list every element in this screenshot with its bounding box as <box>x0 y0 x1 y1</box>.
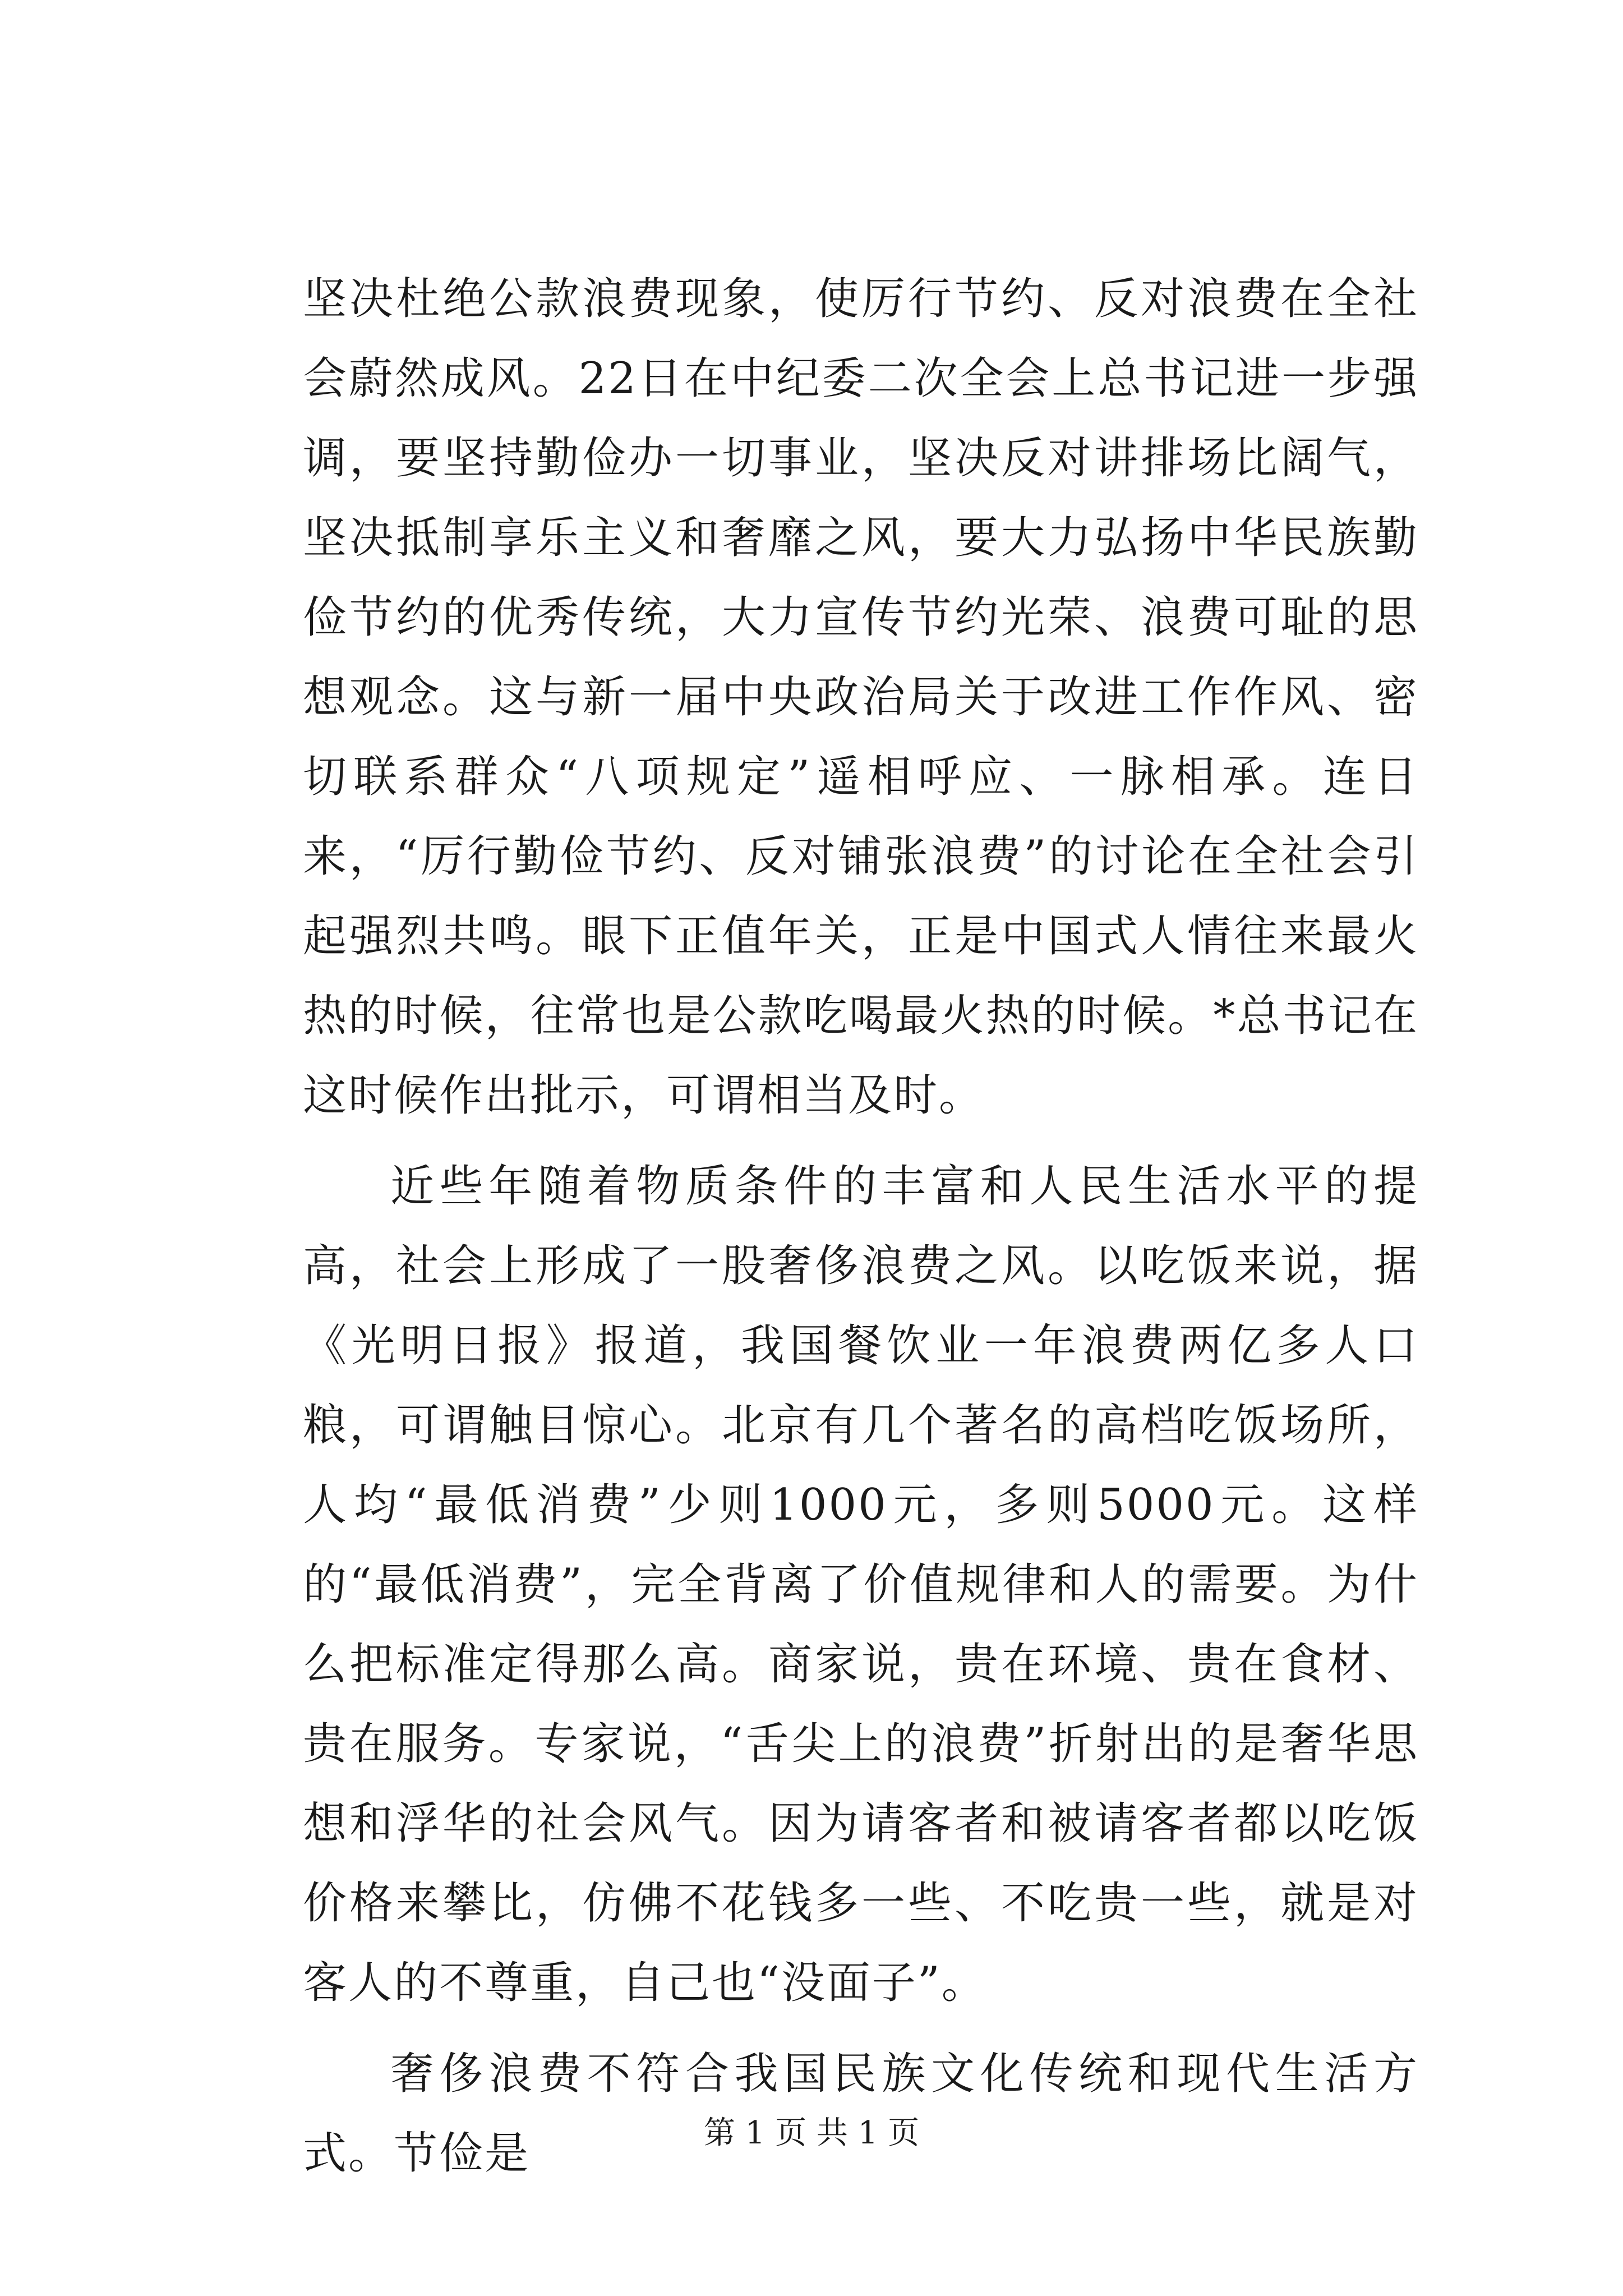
page-footer: 第 1 页 共 1 页 <box>703 2115 920 2151</box>
paragraph-2: 近些年随着物质条件的丰富和人民生活水平的提高，社会上形成了一股奢侈浪费之风。以吃饭来说，据《光明日报》报道，我国餐饮业一年浪费两亿多人口粮，可谓触目惊心。北京有几个著名的高档吃饭场所，人均“最低消费”少则1000元，多则5000元。这样的“最低消费”，完全背离了价值规律和人的需要。为什么把标准定得那么高。商家说，贵在环境、贵在食材、贵在服务。专家说，“舌尖上的浪费”折射出的是奢华思想和浮华的社会风气。因为请客者和被请客者都以吃饭价格来攀比，仿佛不花钱多一些、不吃贵一些，就是对客人的不尊重，自己也“没面子”。 <box>303 1161 1419 2008</box>
document-body <box>303 259 1419 2205</box>
paragraph-3: 奢侈浪费不符合我国民族文化传统和现代生活方式。节俭是 <box>303 2049 1419 2179</box>
paragraph-1: 坚决杜绝公款浪费现象，使厉行节约、反对浪费在全社会蔚然成风。22日在中纪委二次全会上总书记进一步强调，要坚持勤俭办一切事业，坚决反对讲排场比阔气，坚决抵制享乐主义和奢靡之风，要大力弘扬中华民族勤俭节约的优秀传统，大力宣传节约光荣、浪费可耻的思想观念。这与新一届中央政治局关于改进工作作风、密切联系群众“八项规定”遥相呼应、一脉相承。连日来，“厉行勤俭节约、反对铺张浪费”的讨论在全社会引起强烈共鸣。眼下正值年关，正是中国式人情往来最火热的时候，往常也是公款吃喝最火热的时候。*总书记在这时候作出批示，可谓相当及时。 <box>303 274 1419 1121</box>
